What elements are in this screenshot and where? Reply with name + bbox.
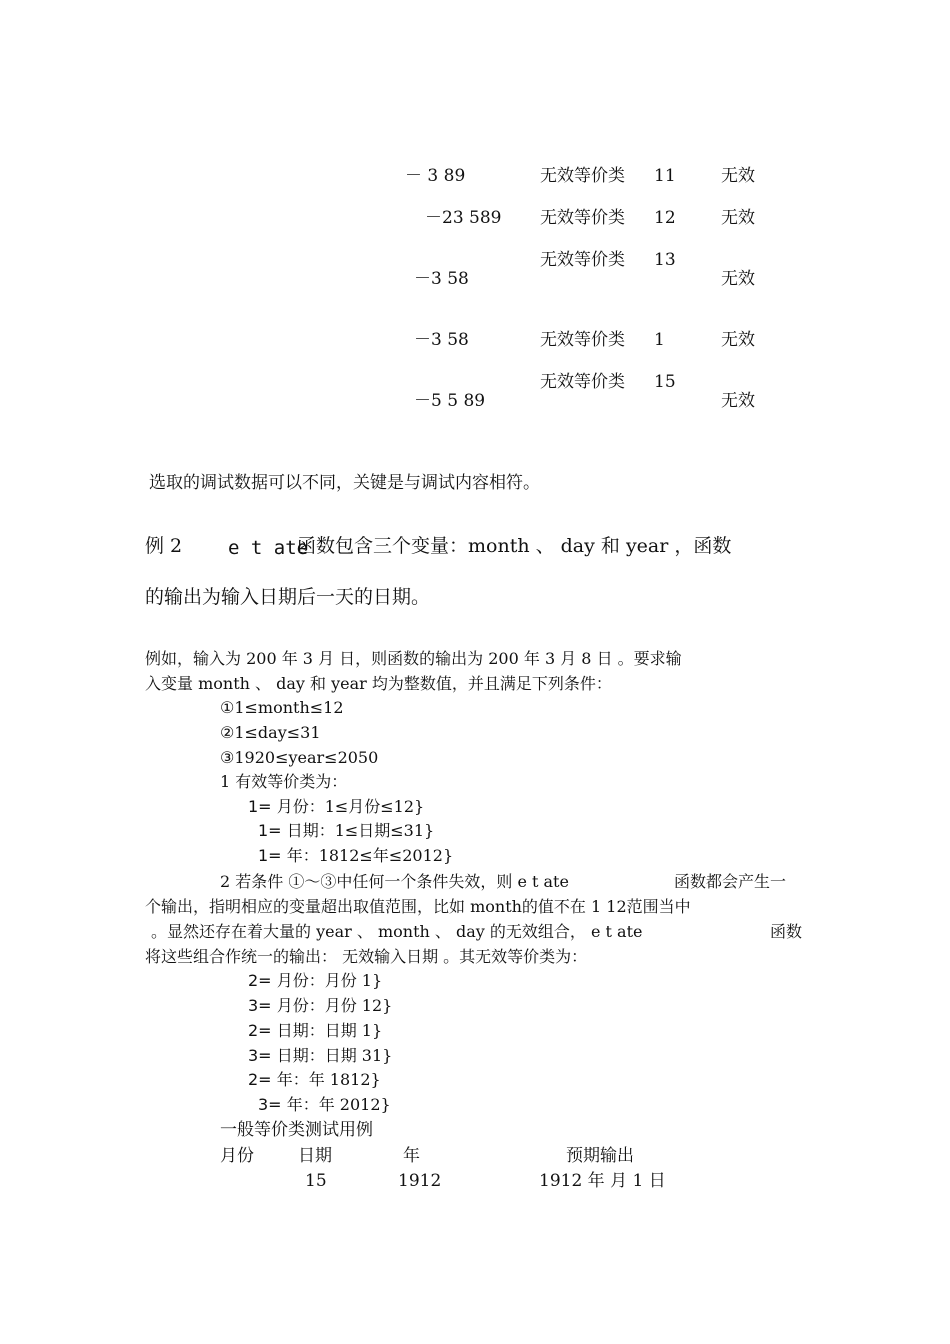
example2-function-name: e t ate bbox=[228, 537, 309, 559]
list-item-mark: 1= bbox=[258, 821, 282, 840]
list-item-mark: 2= bbox=[248, 971, 272, 990]
condition-fail-line1: 2 若条件 ①～③中任何一个条件失效，则 e t ate bbox=[220, 872, 569, 891]
table-row-class-no: 1 bbox=[654, 330, 665, 350]
condition-fail-line3-tail: 函数 bbox=[770, 922, 803, 941]
table-row-input: － 3 89 bbox=[405, 166, 466, 186]
list-item bbox=[258, 848, 453, 864]
column-header-month: 月份 bbox=[220, 1146, 254, 1166]
list-item bbox=[248, 998, 392, 1014]
valid-class-title: 1 有效等价类为： bbox=[220, 772, 348, 791]
list-item-text: 年：年 2012} bbox=[286, 1095, 391, 1114]
condition-day: ②1≤day≤31 bbox=[220, 723, 321, 742]
table-row-class-label: 无效等价类 bbox=[540, 208, 625, 228]
list-item-text: 月份：月份 1} bbox=[276, 971, 383, 990]
table-row-input: －5 5 89 bbox=[414, 391, 486, 411]
list-item-text: 月份：月份 12} bbox=[276, 996, 393, 1015]
table-row-class-label: 无效等价类 bbox=[540, 250, 625, 270]
list-item-text: 年：年 1812} bbox=[276, 1070, 381, 1089]
list-item-text: 日期：日期 1} bbox=[276, 1021, 383, 1040]
table-row-input: －3 58 bbox=[414, 269, 469, 289]
list-item-text: 年：1812≤年≤2012} bbox=[286, 846, 454, 865]
table-row-class-no: 13 bbox=[654, 250, 676, 270]
table-row-result: 无效 bbox=[721, 208, 755, 228]
list-item-mark: 3= bbox=[248, 996, 272, 1015]
table-cell-expected: 1912 年 月 1 日 bbox=[539, 1171, 666, 1191]
table-row-class-label: 无效等价类 bbox=[540, 166, 625, 186]
table-row-input: －23 589 bbox=[425, 208, 502, 228]
table-row-input: －3 58 bbox=[414, 330, 469, 350]
list-item-text: 日期：1≤日期≤31} bbox=[286, 821, 435, 840]
list-item bbox=[248, 1023, 382, 1039]
list-item bbox=[248, 973, 382, 989]
table-cell-day: 15 bbox=[305, 1171, 327, 1191]
column-header-year: 年 bbox=[403, 1146, 420, 1166]
condition-fail-line4: 将这些组合作统一的输出： 无效输入日期 。其无效等价类为： bbox=[145, 947, 588, 966]
table-row-result: 无效 bbox=[721, 166, 755, 186]
list-item-text: 月份：1≤月份≤12} bbox=[276, 797, 425, 816]
table-row-class-no: 11 bbox=[654, 166, 676, 186]
list-item-mark: 3= bbox=[258, 1095, 282, 1114]
list-item-mark: 3= bbox=[248, 1046, 272, 1065]
condition-month: ①1≤month≤12 bbox=[220, 698, 344, 717]
example2-line1: 函数包含三个变量：month 、 day 和 year ，函数 bbox=[297, 535, 732, 557]
list-item bbox=[248, 1072, 381, 1088]
table-row-result: 无效 bbox=[721, 330, 755, 350]
condition-year: ③1920≤year≤2050 bbox=[220, 748, 379, 767]
table-row-class-no: 15 bbox=[654, 372, 676, 392]
para-line1: 例如，输入为 200 年 3 月 日，则函数的输出为 200 年 3 月 8 日 。要求输 bbox=[145, 649, 682, 668]
table-row-class-label: 无效等价类 bbox=[540, 330, 625, 350]
table-row-class-no: 12 bbox=[654, 208, 676, 228]
general-case-title: 一般等价类测试用例 bbox=[220, 1120, 373, 1140]
list-item-mark: 1= bbox=[248, 797, 272, 816]
table-row-result: 无效 bbox=[721, 391, 755, 411]
example2-label: 例 2 bbox=[145, 535, 183, 557]
example2-line2: 的输出为输入日期后一天的日期。 bbox=[145, 586, 431, 608]
condition-fail-line3: 。显然还存在着大量的 year 、 month 、 day 的无效组合， e t ate bbox=[151, 922, 643, 941]
table-row-class-label: 无效等价类 bbox=[540, 372, 625, 392]
column-header-day: 日期 bbox=[298, 1146, 332, 1166]
list-item-text: 日期：日期 31} bbox=[276, 1046, 393, 1065]
list-item bbox=[248, 799, 424, 815]
list-item bbox=[258, 823, 434, 839]
list-item-mark: 2= bbox=[248, 1021, 272, 1040]
condition-fail-line1-tail: 函数都会产生一 bbox=[674, 872, 787, 891]
table-cell-year: 1912 bbox=[398, 1171, 442, 1191]
table-row-result: 无效 bbox=[721, 269, 755, 289]
column-header-expected: 预期输出 bbox=[566, 1146, 634, 1166]
list-item bbox=[248, 1048, 392, 1064]
para-line2: 入变量 month 、 day 和 year 均为整数值，并且满足下列条件： bbox=[145, 674, 612, 693]
condition-fail-line2: 个输出，指明相应的变量超出取值范围，比如 month的值不在 1 12范围当中 bbox=[145, 897, 691, 916]
note-text: 选取的调试数据可以不同，关键是与调试内容相符。 bbox=[149, 473, 540, 493]
list-item-mark: 1= bbox=[258, 846, 282, 865]
list-item bbox=[258, 1097, 391, 1113]
list-item-mark: 2= bbox=[248, 1070, 272, 1089]
